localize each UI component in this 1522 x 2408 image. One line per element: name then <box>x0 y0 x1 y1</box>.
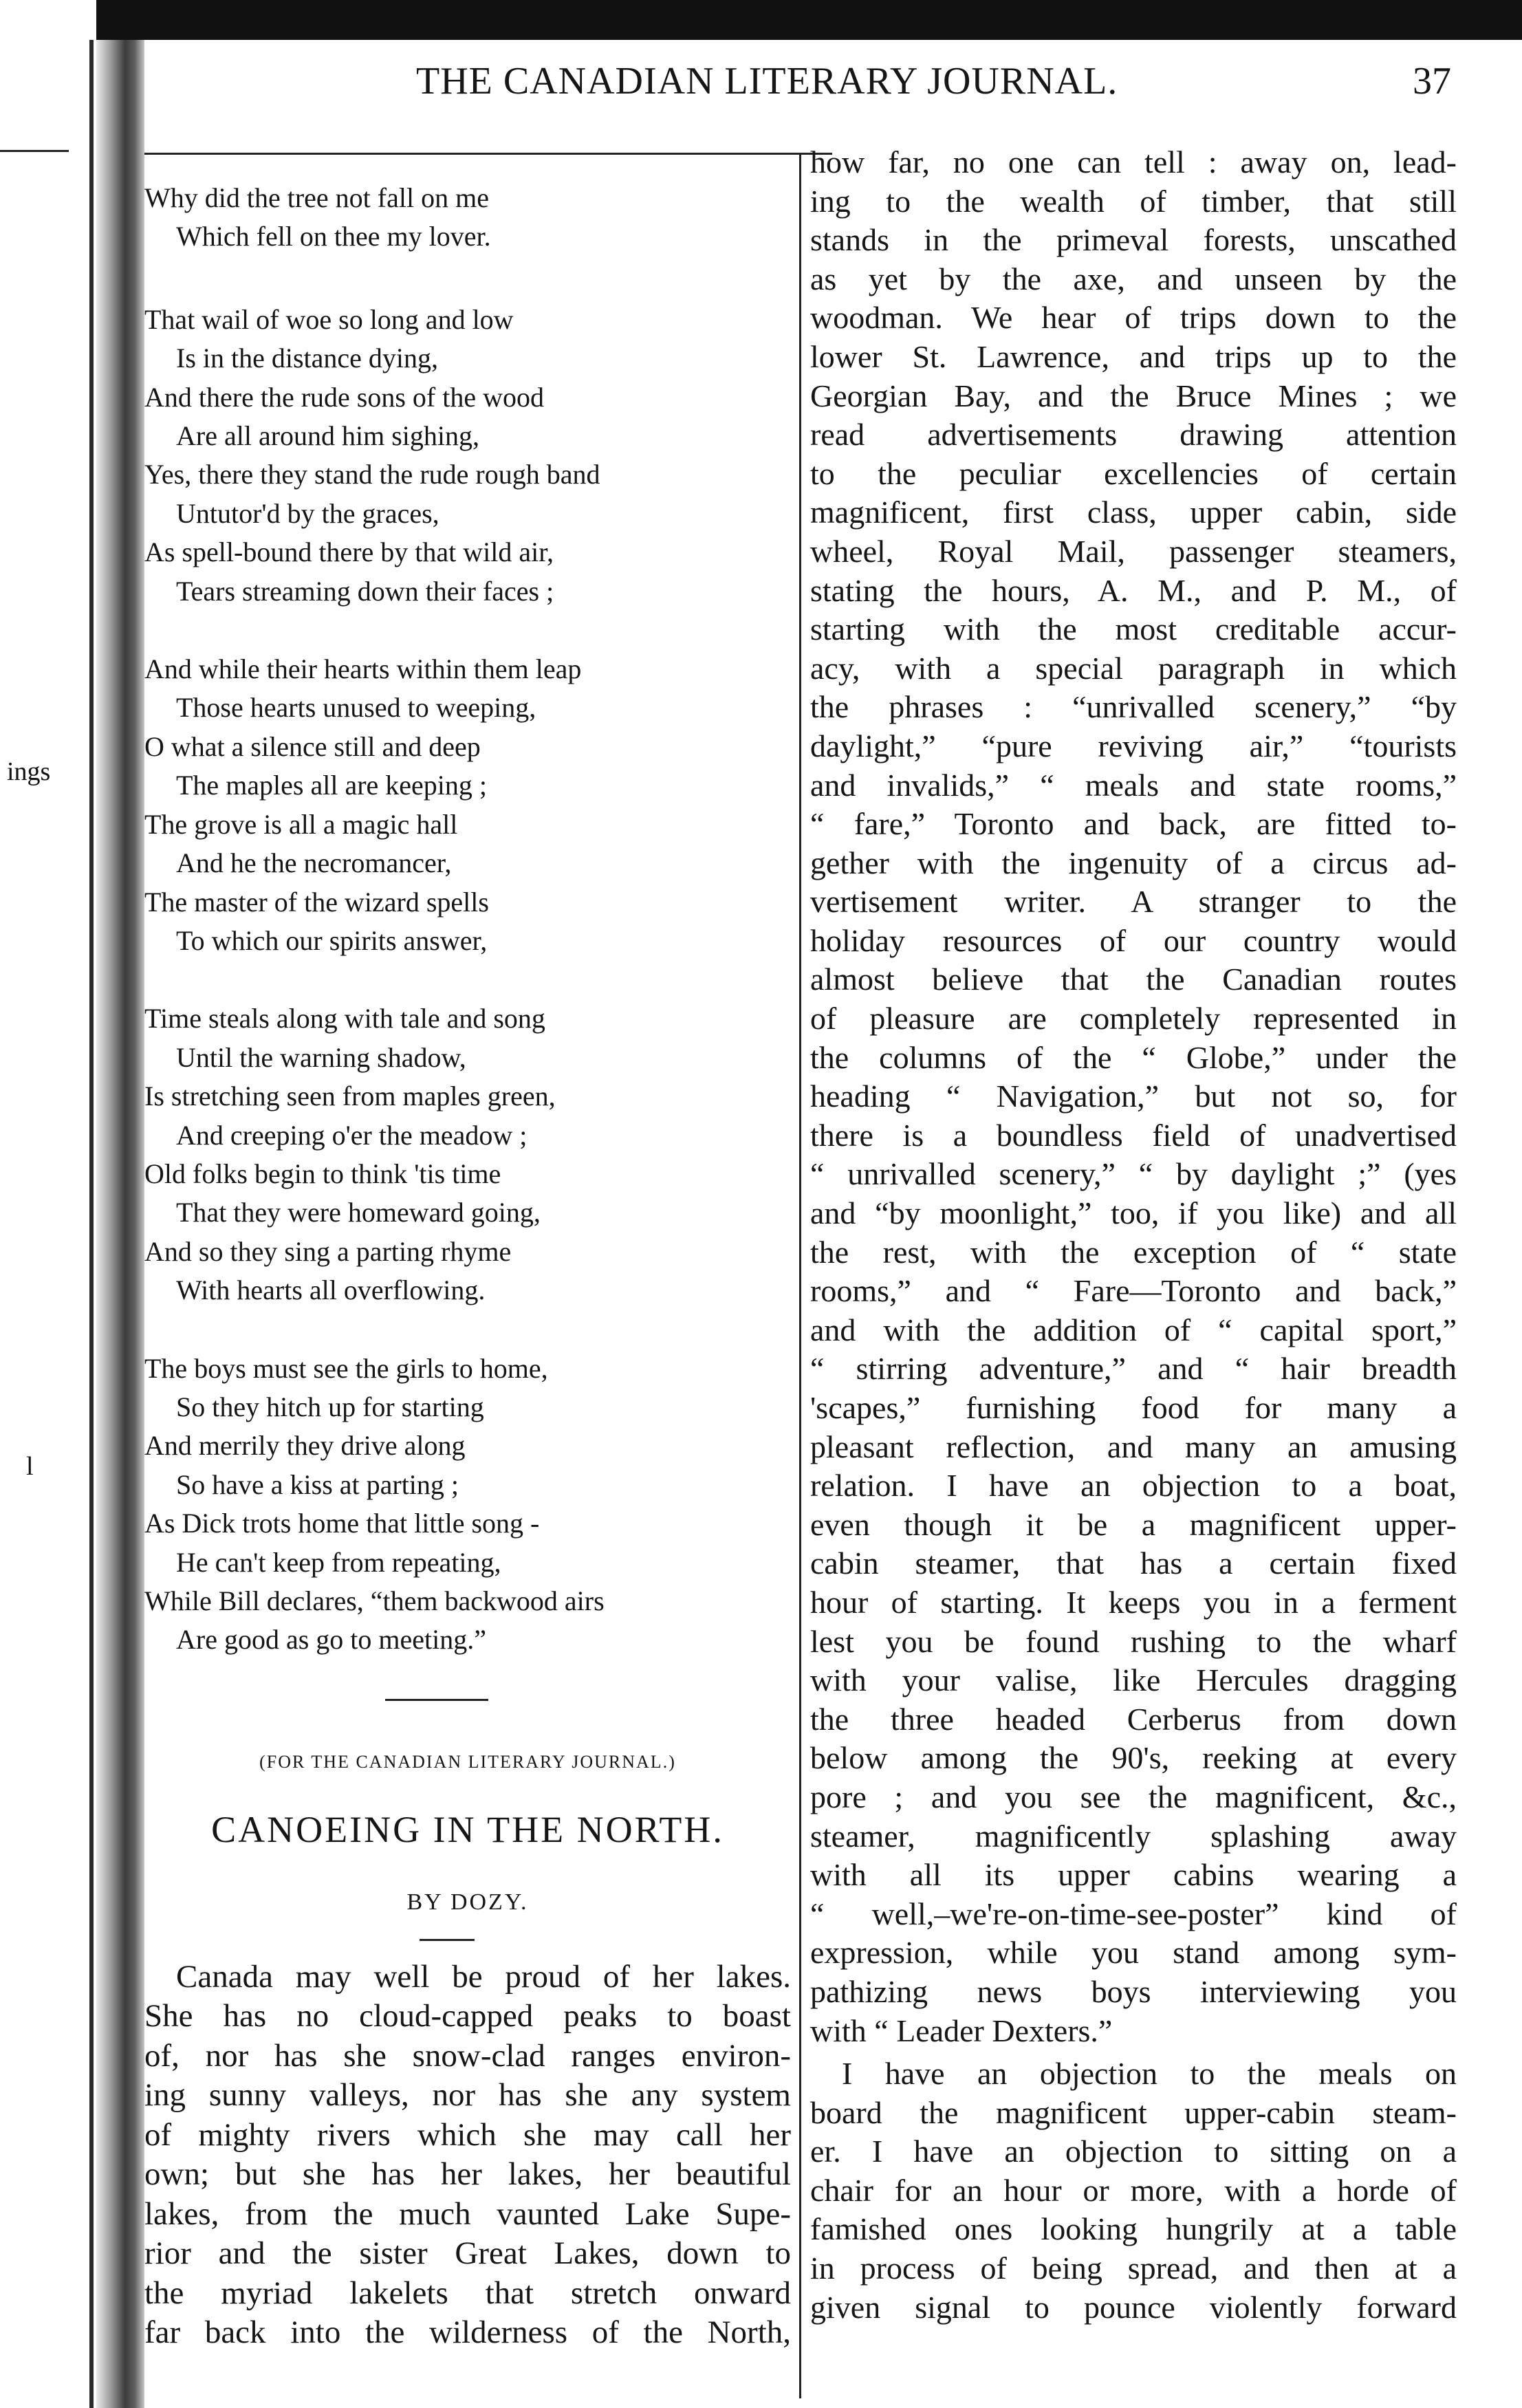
text-line: the three headed Cerberus from down <box>810 1701 1457 1737</box>
poem-stanza <box>144 179 791 257</box>
text-line: as yet by the axe, and unseen by the <box>810 261 1457 296</box>
text-line: pathizing news boys interviewing you <box>810 1973 1457 2009</box>
text-line: lakes, from the much vaunted Lake Supe- <box>144 2195 791 2232</box>
text-line: and invalids,” “ meals and state rooms,” <box>810 767 1457 803</box>
text-line: with “ Leader Dexters.” <box>810 2013 1113 2048</box>
poem-line: Why did the tree not fall on me <box>144 182 489 213</box>
poem-line: Untutor'd by the graces, <box>176 497 439 529</box>
poem-line: The master of the wizard spells <box>144 886 489 918</box>
poem-line: As spell-bound there by that wild air, <box>144 536 554 568</box>
poem-line: Yes, there they stand the rude rough band <box>144 459 600 490</box>
text-line: lest you be found rushing to the wharf <box>810 1623 1457 1659</box>
poem-line: And so they sing a parting rhyme <box>144 1235 512 1267</box>
text-line: of pleasure are completely represented in <box>810 1001 1457 1037</box>
article-author: BY DOZY. <box>406 1889 529 1915</box>
text-line: gether with the ingenuity of a circus ad- <box>810 845 1457 880</box>
text-line: the myriad lakelets that stretch onward <box>144 2275 791 2311</box>
header-rule <box>144 153 832 155</box>
article-paragraph <box>810 2054 1457 2327</box>
text-line: own; but she has her lakes, her beautiful <box>144 2156 791 2193</box>
poem-line: Are good as go to meeting.” <box>176 1624 486 1656</box>
text-line: famished ones looking hungrily at a table <box>810 2211 1457 2247</box>
text-line: with all its upper cabins wearing a <box>810 1857 1457 1893</box>
text-line: the phrases : “unrivalled scenery,” “by <box>810 689 1457 725</box>
text-line: and with the addition of “ capital sport,” <box>810 1312 1457 1347</box>
poem-line: Old folks begin to think 'tis time <box>144 1158 501 1189</box>
text-line: woodman. We hear of trips down to the <box>810 300 1457 336</box>
text-line: holiday resources of our country would <box>810 922 1457 958</box>
text-line: acy, with a special paragraph in which <box>810 650 1457 686</box>
text-line: expression, while you stand among sym- <box>810 1935 1457 1971</box>
text-line: how far, no one can tell : away on, lead- <box>810 144 1457 180</box>
text-line: 'scapes,” furnishing food for many a <box>810 1390 1457 1425</box>
text-line: to the peculiar excellencies of certain <box>810 455 1457 491</box>
poem-line: That wail of woe so long and low <box>144 303 514 335</box>
poem-line: Is in the distance dying, <box>176 343 439 374</box>
poem-line: And creeping o'er the meadow ; <box>176 1119 528 1151</box>
text-line: there is a boundless field of unadvertised <box>810 1117 1457 1153</box>
poem-line: Those hearts unused to weeping, <box>176 692 536 724</box>
poem-line: So they hitch up for starting <box>176 1391 484 1422</box>
section-rule <box>385 1699 488 1701</box>
article-text-left <box>144 1957 791 2353</box>
poem-line: He can't keep from repeating, <box>176 1546 501 1578</box>
text-line: She has no cloud-capped peaks to boast <box>144 1998 791 2035</box>
text-line: and “by moonlight,” too, if you like) and all <box>810 1195 1457 1231</box>
text-line: rior and the sister Great Lakes, down to <box>144 2235 791 2272</box>
poem-stanza <box>144 999 791 1310</box>
text-line: stating the hours, A. M., and P. M., of <box>810 572 1457 608</box>
text-line: heading “ Navigation,” but not so, for <box>810 1078 1457 1114</box>
text-line: cabin steamer, that has a certain fixed <box>810 1545 1457 1581</box>
text-line: ing to the wealth of timber, that still <box>810 183 1457 219</box>
text-line: starting with the most creditable accur- <box>810 611 1457 647</box>
poem-line: Time steals along with tale and song <box>144 1003 545 1034</box>
poem-line: Which fell on thee my lover. <box>176 221 491 252</box>
text-line: magnificent, first class, upper cabin, side <box>810 495 1457 530</box>
text-line: “ fare,” Toronto and back, are fitted to- <box>810 806 1457 842</box>
running-header <box>144 54 1451 109</box>
text-line: relation. I have an objection to a boat, <box>810 1468 1457 1504</box>
text-line: pore ; and you see the magnificent, &c., <box>810 1779 1457 1814</box>
journal-title: THE CANADIAN LITERARY JOURNAL. <box>416 60 1118 102</box>
text-line: vertisement writer. A stranger to the <box>810 884 1457 920</box>
text-line: Georgian Bay, and the Bruce Mines ; we <box>810 378 1457 413</box>
poem-line: With hearts all overflowing. <box>176 1274 486 1306</box>
text-line: I have an objection to the meals on <box>842 2056 1457 2092</box>
article-text-right <box>810 143 1457 2050</box>
text-line: the rest, with the exception of “ state <box>810 1234 1457 1270</box>
binding-shadow <box>96 40 144 2408</box>
poem-line: The grove is all a magic hall <box>144 808 458 840</box>
text-line: chair for an hour or more, with a horde of <box>810 2172 1457 2208</box>
binding-edge <box>89 40 94 2408</box>
left-column <box>144 179 791 2353</box>
text-line: daylight,” “pure reviving air,” “tourists <box>810 728 1457 763</box>
poem-line: Is stretching seen from maples green, <box>144 1081 556 1112</box>
poem <box>144 179 791 1660</box>
poem-line: And he the necromancer, <box>176 847 452 879</box>
text-line: er. I have an objection to sitting on a <box>810 2134 1457 2169</box>
text-line: “ well,–we're-on-time-see-poster” kind of <box>810 1896 1457 1931</box>
text-line: given signal to pounce violently forward <box>810 2289 1457 2325</box>
text-line: even though it be a magnificent upper- <box>810 1506 1457 1542</box>
text-line: almost believe that the Canadian routes <box>810 962 1457 997</box>
text-line: steamer, magnificently splashing away <box>810 1818 1457 1854</box>
text-line: hour of starting. It keeps you in a ferment <box>810 1584 1457 1620</box>
poem-line: While Bill declares, “them backwood airs <box>144 1585 605 1616</box>
text-line: board the magnificent upper-cabin steam- <box>810 2094 1457 2130</box>
text-line: ing sunny valleys, nor has she any system <box>144 2077 791 2114</box>
text-line: pleasant reflection, and many an amusing <box>810 1429 1457 1464</box>
poem-stanza <box>144 650 791 960</box>
text-line: the columns of the “ Globe,” under the <box>810 1039 1457 1075</box>
margin-fragment: ings <box>7 757 51 786</box>
poem-line: Are all around him sighing, <box>176 420 480 452</box>
poem-line: O what a silence still and deep <box>144 730 481 762</box>
text-line: read advertisements drawing attention <box>810 417 1457 453</box>
poem-line: The boys must see the girls to home, <box>144 1352 548 1384</box>
poem-stanza <box>144 1349 791 1660</box>
page-number: 37 <box>1413 60 1451 102</box>
source-note: (FOR THE CANADIAN LITERARY JOURNAL.) <box>259 1751 676 1772</box>
article-title: CANOEING IN THE NORTH. <box>211 1808 724 1850</box>
text-line: “ unrivalled scenery,” “ by daylight ;” (yes <box>810 1156 1457 1192</box>
poem-line: To which our spirits answer, <box>176 924 488 956</box>
poem-line: The maples all are keeping ; <box>176 770 488 801</box>
text-line: below among the 90's, reeking at every <box>810 1740 1457 1776</box>
poem-line: And while their hearts within them leap <box>144 653 582 685</box>
text-line: stands in the primeval forests, unscathed <box>810 222 1457 258</box>
margin-rule <box>0 150 69 152</box>
text-line: of, nor has she snow-clad ranges environ- <box>144 2037 791 2074</box>
poem-line: Until the warning shadow, <box>176 1041 466 1073</box>
text-line: with your valise, like Hercules dragging <box>810 1662 1457 1698</box>
right-column <box>810 143 1457 2327</box>
text-line: far back into the wilderness of the North, <box>144 2314 791 2351</box>
poem-line: As Dick trots home that little song - <box>144 1508 540 1539</box>
text-line: lower St. Lawrence, and trips up to the <box>810 338 1457 374</box>
poem-line: That they were homeward going, <box>176 1197 541 1228</box>
poem-stanza <box>144 301 791 611</box>
poem-line: Tears streaming down their faces ; <box>176 575 554 607</box>
author-rule <box>420 1939 475 1941</box>
text-line: in process of being spread, and then at a <box>810 2250 1457 2286</box>
top-scan-border <box>96 0 1522 40</box>
poem-line: And there the rude sons of the wood <box>144 381 544 413</box>
margin-fragment: l <box>26 1452 34 1481</box>
text-line: of mighty rivers which she may call her <box>144 2116 791 2153</box>
poem-line: And merrily they drive along <box>144 1430 466 1462</box>
column-divider <box>799 153 801 2398</box>
text-line: “ stirring adventure,” and “ hair breadth <box>810 1351 1457 1387</box>
text-line: rooms,” and “ Fare—Toronto and back,” <box>810 1273 1457 1309</box>
poem-line: So have a kiss at parting ; <box>176 1468 459 1500</box>
text-line: wheel, Royal Mail, passenger steamers, <box>810 533 1457 569</box>
text-line: Canada may well be proud of her lakes. <box>176 1958 791 1995</box>
